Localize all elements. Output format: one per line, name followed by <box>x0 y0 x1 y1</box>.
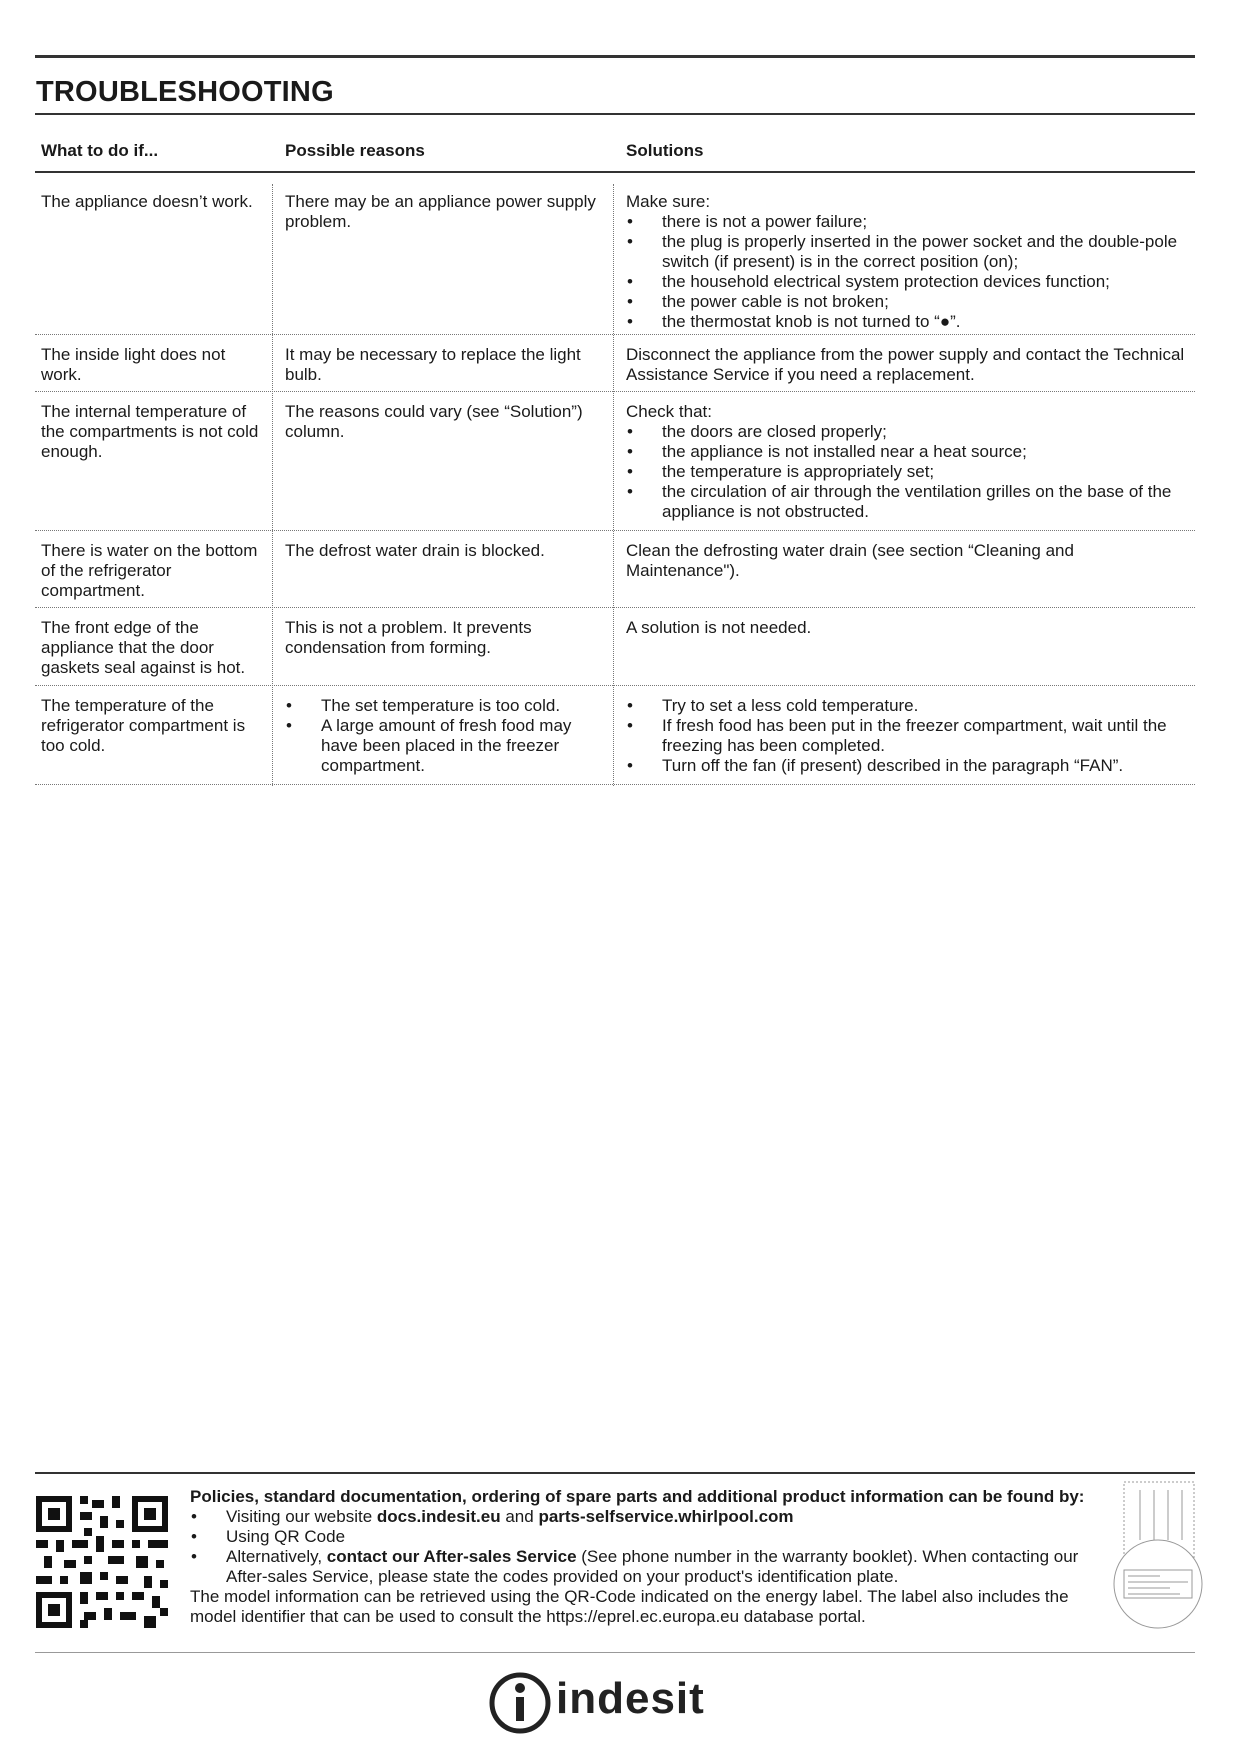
website-prefix: Visiting our website <box>226 1507 377 1526</box>
table-row-solution <box>626 696 1186 776</box>
table-row-reason <box>285 696 605 776</box>
row-separator <box>35 607 1195 608</box>
table-row-problem: The front edge of the appliance that the door gaskets seal against is hot. <box>41 618 246 677</box>
website-link-parts[interactable]: parts-selfservice.whirlpool.com <box>538 1507 794 1526</box>
table-row-problem: There is water on the bottom of the refrigerator compartment. <box>41 541 258 600</box>
table-row-solution: Clean the defrosting water drain (see section “Cleaning and Maintenance"). <box>626 541 1074 580</box>
list-item: • the plug is properly inserted in the power socket and the double-pole switch (if present) is in the correct position (on); <box>626 232 1186 272</box>
model-info: The model information can be retrieved using the QR-Code indicated on the energy label. The label also includes the model identifier that can be used to consult the https://eprel.ec.europa.eu database portal. <box>190 1587 1069 1626</box>
title-rule <box>35 113 1195 115</box>
list-item: • the circulation of air through the ventilation grilles on the base of the appliance is not obstructed. <box>626 482 1186 522</box>
footer-rule-bottom <box>35 1652 1195 1653</box>
alt-rest: (See phone number in the warranty booklet). When contacting our After-sales Service, please state the codes provided on your product's identification plate. <box>226 1547 1079 1586</box>
solution-intro: Check that: <box>626 402 712 421</box>
row-separator <box>35 685 1195 686</box>
table-row-solution <box>626 402 1186 522</box>
list-item: • there is not a power failure; <box>626 212 1186 232</box>
table-row-reason: The reasons could vary (see “Solution”) column. <box>285 402 583 441</box>
website-link-docs[interactable]: docs.indesit.eu <box>376 1507 501 1526</box>
list-item: • A large amount of fresh food may have been placed in the freezer compartment. <box>285 716 605 776</box>
page-title: TROUBLESHOOTING <box>36 76 334 108</box>
brand-wordmark: indesit <box>556 1674 705 1723</box>
header-possible-reasons: Possible reasons <box>285 141 425 160</box>
footer-list <box>190 1507 1090 1587</box>
row-separator <box>35 334 1195 335</box>
table-row-reason: This is not a problem. It prevents condensation from forming. <box>285 618 532 657</box>
list-item: • the temperature is appropriately set; <box>626 462 1186 482</box>
qr-code-icon <box>36 1496 168 1628</box>
list-item: • Using QR Code <box>190 1527 1090 1547</box>
solution-list <box>626 696 1186 776</box>
list-item: • The set temperature is too cold. <box>285 696 605 716</box>
table-row-problem: The internal temperature of the compartments is not cold enough. <box>41 402 259 461</box>
header-what-to-do: What to do if... <box>41 141 159 160</box>
solution-list <box>626 422 1186 522</box>
list-item <box>190 1507 1090 1527</box>
table-row-problem: The appliance doesn’t work. <box>41 192 253 211</box>
table-row-solution: A solution is not needed. <box>626 618 812 637</box>
header-solutions: Solutions <box>626 141 704 160</box>
after-sales-contact: contact our After-sales Service <box>326 1547 577 1566</box>
table-row-reason: There may be an appliance power supply problem. <box>285 192 596 231</box>
column-divider <box>613 184 614 786</box>
list-item: • Turn off the fan (if present) described in the paragraph “FAN”. <box>626 756 1186 776</box>
table-row-solution: Disconnect the appliance from the power supply and contact the Technical Assistance Service if you need a replacement. <box>626 345 1185 384</box>
column-divider <box>272 184 273 786</box>
list-item: • If fresh food has been put in the freezer compartment, wait until the freezing has been completed. <box>626 716 1186 756</box>
row-separator <box>35 391 1195 392</box>
row-separator <box>35 530 1195 531</box>
list-item: • the thermostat knob is not turned to “●”. <box>626 312 1186 332</box>
footer-info <box>190 1487 1090 1627</box>
list-item: • the appliance is not installed near a heat source; <box>626 442 1186 462</box>
list-item: • the power cable is not broken; <box>626 292 1186 312</box>
identification-plate-icon <box>1110 1480 1206 1630</box>
footer-rule <box>35 1472 1195 1474</box>
list-item <box>190 1547 1090 1587</box>
solution-list <box>626 212 1186 332</box>
reason-list <box>285 696 605 776</box>
table-row-problem: The inside light does not work. <box>41 345 226 384</box>
list-item: • the doors are closed properly; <box>626 422 1186 442</box>
table-row-reason: The defrost water drain is blocked. <box>285 541 545 560</box>
alt-prefix: Alternatively, <box>226 1547 327 1566</box>
website-and: and <box>500 1507 539 1526</box>
table-row-problem: The temperature of the refrigerator compartment is too cold. <box>41 696 246 755</box>
list-item: • Try to set a less cold temperature. <box>626 696 1186 716</box>
table-row-solution <box>626 192 1186 332</box>
solution-intro: Make sure: <box>626 192 711 211</box>
top-rule <box>35 55 1195 58</box>
footer-lead: Policies, standard documentation, ordering of spare parts and additional product information can be found by: <box>190 1487 1085 1506</box>
list-item: • the household electrical system protection devices function; <box>626 272 1186 292</box>
table-row-reason: It may be necessary to replace the light bulb. <box>285 345 581 384</box>
row-separator <box>35 784 1195 785</box>
header-rule <box>35 171 1195 173</box>
